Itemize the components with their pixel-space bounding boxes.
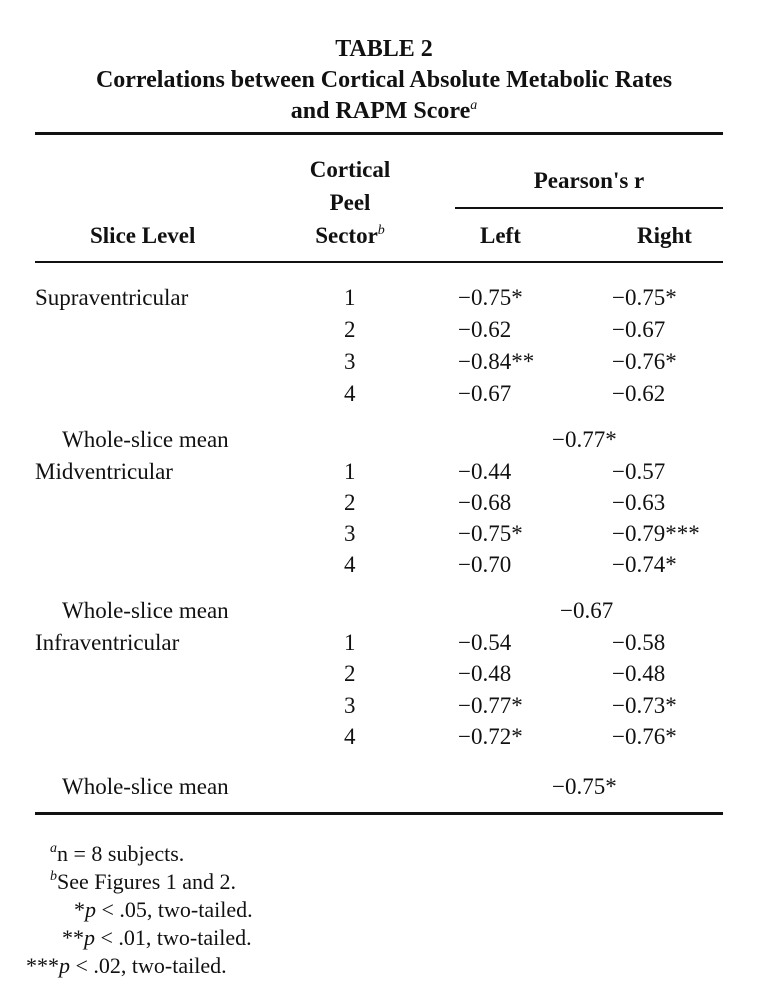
whole-slice-mean-label: Whole-slice mean <box>62 774 229 799</box>
footnote-p01-stars: ** <box>62 925 84 950</box>
footnote-p05-p: p <box>85 897 96 922</box>
table-title-line-1: Correlations between Cortical Absolute Metabolic Rates <box>95 67 673 93</box>
right-r-cell: −0.57 <box>612 459 666 484</box>
right-r-cell: −0.74* <box>612 552 677 577</box>
left-r-cell: −0.84** <box>458 349 535 374</box>
footnote-a-text: n = 8 subjects. <box>57 841 185 866</box>
header-right: Right <box>637 223 692 248</box>
table-title-line-2 <box>0 96 768 127</box>
right-r-cell: −0.75* <box>612 285 677 310</box>
slice-level-infraventricular: Infraventricular <box>35 630 180 655</box>
left-r-cell: −0.70 <box>458 552 512 577</box>
right-r-cell: −0.62 <box>612 381 666 406</box>
bottom-rule <box>35 812 723 815</box>
slice-level-midventricular: Midventricular <box>35 459 173 484</box>
sector-cell: 1 <box>344 459 356 484</box>
right-r-cell: −0.58 <box>612 630 666 655</box>
right-r-cell: −0.79*** <box>612 521 700 546</box>
table-footnotes <box>26 840 253 980</box>
left-r-cell: −0.77* <box>458 693 523 718</box>
header-sector-line-1: Cortical <box>309 157 391 182</box>
table-label: TABLE 2 <box>335 36 433 62</box>
right-r-cell: −0.48 <box>612 661 666 686</box>
footnote-b-text: See Figures 1 and 2. <box>57 869 237 894</box>
sector-cell: 4 <box>344 724 356 749</box>
whole-slice-mean-label: Whole-slice mean <box>62 598 229 623</box>
slice-level-supraventricular: Supraventricular <box>35 285 189 310</box>
footnote-a-marker: a <box>50 841 57 856</box>
pearson-span-rule <box>455 207 723 209</box>
footnote-p05-stars: * <box>74 897 85 922</box>
footnote-p01-text: < .01, two-tailed. <box>95 925 252 950</box>
sector-cell: 4 <box>344 552 356 577</box>
header-sector-text: Sector <box>315 223 378 248</box>
right-r-cell: −0.76* <box>612 349 677 374</box>
whole-slice-mean-value: −0.67 <box>560 598 614 623</box>
whole-slice-mean-value: −0.77* <box>552 427 617 452</box>
left-r-cell: −0.54 <box>458 630 512 655</box>
left-r-cell: −0.75* <box>458 521 523 546</box>
sector-cell: 1 <box>344 630 356 655</box>
left-r-cell: −0.72* <box>458 724 523 749</box>
left-r-cell: −0.68 <box>458 490 512 515</box>
whole-slice-mean-value: −0.75* <box>552 774 617 799</box>
footnote-p01 <box>50 924 253 952</box>
left-r-cell: −0.67 <box>458 381 512 406</box>
left-r-cell: −0.48 <box>458 661 512 686</box>
sector-cell: 3 <box>344 693 356 718</box>
table-title-block <box>0 34 768 127</box>
footnote-p05 <box>50 896 253 924</box>
footnote-a <box>50 840 253 868</box>
sector-cell: 2 <box>344 490 356 515</box>
header-pearson-r: Pearson's r <box>533 168 645 193</box>
footnote-p02-text: < .02, two-tailed. <box>70 953 227 978</box>
right-r-cell: −0.73* <box>612 693 677 718</box>
title-footnote-marker: a <box>470 98 478 113</box>
left-r-cell: −0.62 <box>458 317 512 342</box>
sector-cell: 3 <box>344 349 356 374</box>
footnote-b <box>50 868 253 896</box>
header-left: Left <box>480 223 521 248</box>
footnote-p02-stars: *** <box>26 953 59 978</box>
header-slice-level: Slice Level <box>90 223 196 248</box>
sector-cell: 4 <box>344 381 356 406</box>
right-r-cell: −0.76* <box>612 724 677 749</box>
sector-cell: 2 <box>344 661 356 686</box>
sector-cell: 1 <box>344 285 356 310</box>
sector-cell: 3 <box>344 521 356 546</box>
footnote-p02-p: p <box>59 953 70 978</box>
header-sector-line-2: Peel <box>329 190 371 215</box>
sector-cell: 2 <box>344 317 356 342</box>
header-sector-line-3 <box>290 222 410 249</box>
header-rule <box>35 261 723 263</box>
footnote-p05-text: < .05, two-tailed. <box>96 897 253 922</box>
footnote-p01-p: p <box>84 925 95 950</box>
table-title-text: and RAPM Score <box>290 98 471 124</box>
top-rule <box>35 132 723 135</box>
left-r-cell: −0.44 <box>458 459 512 484</box>
footnote-b-marker: b <box>50 869 57 884</box>
right-r-cell: −0.67 <box>612 317 666 342</box>
footnote-p02 <box>26 952 253 980</box>
right-r-cell: −0.63 <box>612 490 666 515</box>
sector-footnote-marker: b <box>377 223 385 238</box>
left-r-cell: −0.75* <box>458 285 523 310</box>
whole-slice-mean-label: Whole-slice mean <box>62 427 229 452</box>
